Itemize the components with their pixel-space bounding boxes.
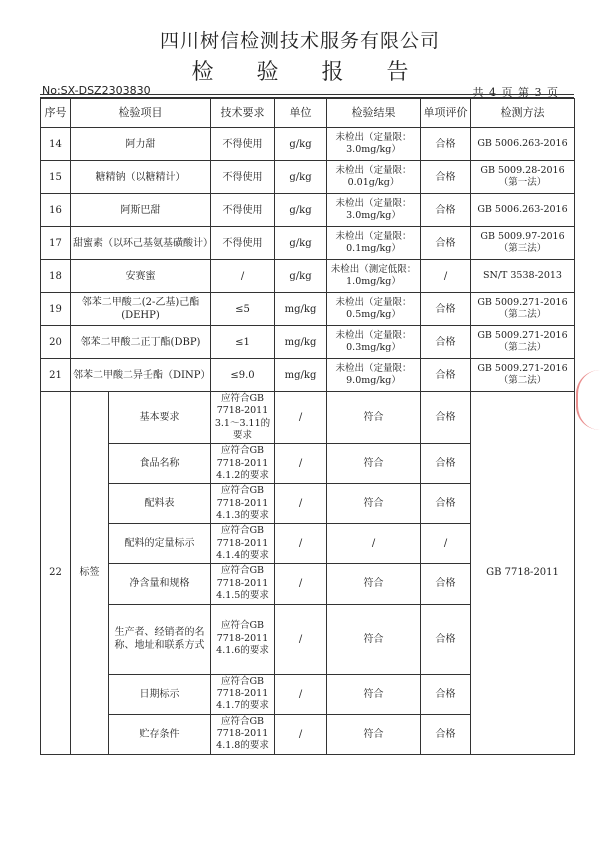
row-method: GB 5009.271-2016（第二法）: [471, 326, 575, 359]
sub-unit: /: [275, 524, 327, 564]
sub-evaluation: 合格: [421, 392, 471, 444]
sub-requirement: 应符合GB 7718-2011 4.1.6的要求: [211, 604, 275, 674]
sub-evaluation: 合格: [421, 444, 471, 484]
sub-result: 符合: [327, 444, 421, 484]
row-result: 未检出（定量限：0.1mg/kg）: [327, 227, 421, 260]
row-unit: g/kg: [275, 227, 327, 260]
sub-requirement: 应符合GB 7718-2011 4.1.8的要求: [211, 714, 275, 754]
row-no: 18: [41, 260, 71, 293]
row-item: 阿斯巴甜: [71, 194, 211, 227]
sub-item: 配料表: [109, 484, 211, 524]
row-requirement: 不得使用: [211, 161, 275, 194]
row-result: 未检出（定量限：3.0mg/kg）: [327, 128, 421, 161]
row-method: SN/T 3538-2013: [471, 260, 575, 293]
sub-evaluation: 合格: [421, 604, 471, 674]
sub-item: 基本要求: [109, 392, 211, 444]
row-method: GB 5009.271-2016（第二法）: [471, 293, 575, 326]
report-number: No:SX-DSZ2303830: [42, 84, 151, 97]
sub-item: 贮存条件: [109, 714, 211, 754]
header-divider: [40, 94, 574, 95]
row-requirement: ≤1: [211, 326, 275, 359]
sub-result: /: [327, 524, 421, 564]
seal-stamp-fragment: [576, 370, 600, 430]
row-item: 邻苯二甲酸二(2-乙基)己酯(DEHP): [71, 293, 211, 326]
row-no: 15: [41, 161, 71, 194]
col-header-unit: 单位: [275, 99, 327, 128]
row-unit: mg/kg: [275, 293, 327, 326]
sub-item: 配料的定量标示: [109, 524, 211, 564]
sub-requirement: 应符合GB 7718-2011 4.1.3的要求: [211, 484, 275, 524]
row-no: 19: [41, 293, 71, 326]
organization-name: 四川树信检测技术服务有限公司: [159, 30, 440, 52]
sub-item: 食品名称: [109, 444, 211, 484]
row-method: GB 5006.263-2016: [471, 194, 575, 227]
row-evaluation: 合格: [421, 326, 471, 359]
sub-evaluation: /: [421, 524, 471, 564]
row-unit: g/kg: [275, 194, 327, 227]
label-subrow: [41, 392, 575, 444]
sub-requirement: 应符合GB 7718-2011 3.1～3.11的要求: [211, 392, 275, 444]
row-item: 标签: [71, 392, 109, 755]
sub-result: 符合: [327, 714, 421, 754]
sub-evaluation: 合格: [421, 714, 471, 754]
sub-unit: /: [275, 604, 327, 674]
row-evaluation: 合格: [421, 194, 471, 227]
sub-unit: /: [275, 392, 327, 444]
row-result: 未检出（定量限：0.01g/kg）: [327, 161, 421, 194]
row-method: GB 5009.271-2016（第二法）: [471, 359, 575, 392]
table-row: [41, 293, 575, 326]
row-unit: g/kg: [275, 161, 327, 194]
sub-evaluation: 合格: [421, 674, 471, 714]
row-unit: mg/kg: [275, 326, 327, 359]
row-requirement: ≤9.0: [211, 359, 275, 392]
sub-result: 符合: [327, 604, 421, 674]
sub-requirement: 应符合GB 7718-2011 4.1.2的要求: [211, 444, 275, 484]
row-result: 未检出（测定低限：1.0mg/kg）: [327, 260, 421, 293]
sub-item: 生产者、经销者的名称、地址和联系方式: [109, 604, 211, 674]
col-header-result: 检验结果: [327, 99, 421, 128]
col-header-evaluation: 单项评价: [421, 99, 471, 128]
row-evaluation: 合格: [421, 128, 471, 161]
row-item: 阿力甜: [71, 128, 211, 161]
inspection-table: [40, 98, 575, 755]
col-header-item: 检验项目: [71, 99, 211, 128]
row-evaluation: 合格: [421, 293, 471, 326]
row-no: 22: [41, 392, 71, 755]
row-item: 安赛蜜: [71, 260, 211, 293]
sub-evaluation: 合格: [421, 564, 471, 604]
sub-unit: /: [275, 484, 327, 524]
sub-result: 符合: [327, 564, 421, 604]
sub-requirement: 应符合GB 7718-2011 4.1.5的要求: [211, 564, 275, 604]
row-evaluation: 合格: [421, 161, 471, 194]
row-requirement: 不得使用: [211, 194, 275, 227]
seal-stamp-fragment-2: [578, 455, 600, 467]
row-evaluation: 合格: [421, 227, 471, 260]
report-title: 检 验 报 告: [191, 60, 427, 85]
col-header-no: 序号: [41, 99, 71, 128]
sub-item: 日期标示: [109, 674, 211, 714]
col-header-requirement: 技术要求: [211, 99, 275, 128]
row-item: 邻苯二甲酸二异壬酯（DINP）: [71, 359, 211, 392]
row-unit: g/kg: [275, 128, 327, 161]
row-method: GB 5009.28-2016（第一法）: [471, 161, 575, 194]
table-row: [41, 260, 575, 293]
page-info: 共 4 页 第 3 页: [472, 86, 558, 99]
row-no: 14: [41, 128, 71, 161]
row-unit: g/kg: [275, 260, 327, 293]
row-no: 16: [41, 194, 71, 227]
row-result: 未检出（定量限：0.5mg/kg）: [327, 293, 421, 326]
row-method: GB 5009.97-2016（第三法）: [471, 227, 575, 260]
table-row: [41, 227, 575, 260]
sub-unit: /: [275, 564, 327, 604]
table-row: [41, 194, 575, 227]
sub-unit: /: [275, 674, 327, 714]
row-result: 未检出（定量限：9.0mg/kg）: [327, 359, 421, 392]
row-evaluation: /: [421, 260, 471, 293]
row-item: 糖精钠（以糖精计）: [71, 161, 211, 194]
row-method: GB 7718-2011: [471, 392, 575, 755]
sub-requirement: 应符合GB 7718-2011 4.1.4的要求: [211, 524, 275, 564]
table-row: [41, 161, 575, 194]
row-result: 未检出（定量限：3.0mg/kg）: [327, 194, 421, 227]
sub-item: 净含量和规格: [109, 564, 211, 604]
row-requirement: ≤5: [211, 293, 275, 326]
sub-result: 符合: [327, 674, 421, 714]
table-row: [41, 128, 575, 161]
row-result: 未检出（定量限：0.3mg/kg）: [327, 326, 421, 359]
row-no: 20: [41, 326, 71, 359]
sub-result: 符合: [327, 392, 421, 444]
row-item: 甜蜜素（以环己基氨基磺酸计）: [71, 227, 211, 260]
sub-requirement: 应符合GB 7718-2011 4.1.7的要求: [211, 674, 275, 714]
table-row: [41, 359, 575, 392]
row-unit: mg/kg: [275, 359, 327, 392]
row-requirement: 不得使用: [211, 227, 275, 260]
row-requirement: 不得使用: [211, 128, 275, 161]
col-header-method: 检测方法: [471, 99, 575, 128]
row-item: 邻苯二甲酸二正丁酯(DBP): [71, 326, 211, 359]
sub-unit: /: [275, 714, 327, 754]
row-requirement: /: [211, 260, 275, 293]
row-no: 17: [41, 227, 71, 260]
row-evaluation: 合格: [421, 359, 471, 392]
row-method: GB 5006.263-2016: [471, 128, 575, 161]
row-no: 21: [41, 359, 71, 392]
sub-unit: /: [275, 444, 327, 484]
table-header-row: [41, 99, 575, 128]
sub-evaluation: 合格: [421, 484, 471, 524]
sub-result: 符合: [327, 484, 421, 524]
table-row: [41, 326, 575, 359]
